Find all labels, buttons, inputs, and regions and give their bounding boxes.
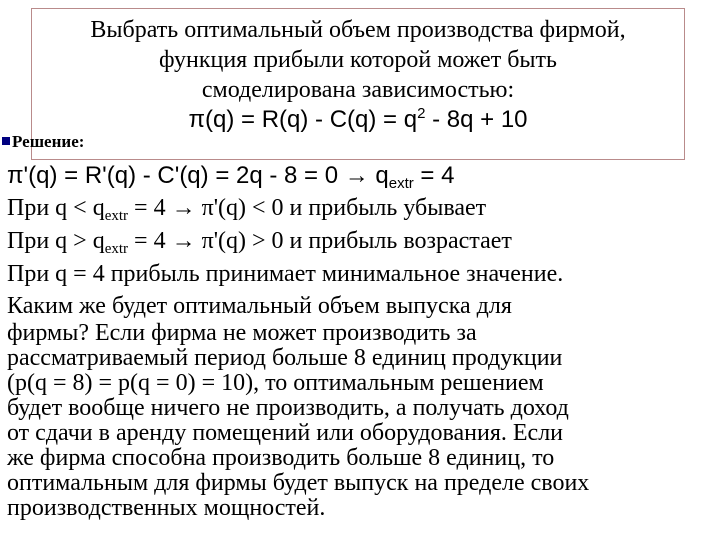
solution-label: Решение: [12, 132, 85, 151]
extr-subscript: extr [104, 241, 129, 257]
conclusion-paragraph [7, 291, 713, 521]
task-statement-box [31, 8, 685, 160]
task-line-3: смоделирована зависимостью: [201, 77, 515, 103]
extr-subscript: extr [104, 208, 129, 224]
profit-function-formula [32, 105, 684, 135]
case-greater-pre: При q > q [7, 228, 105, 254]
extr-subscript: extr [388, 175, 414, 192]
formula-exponent: 2 [417, 105, 426, 122]
square-bullet-icon [2, 137, 10, 145]
formula-part-1: π(q) = R(q) - C(q) = q [188, 106, 418, 133]
case-equal: При q = 4 прибыль принимает минимальное значение. [7, 261, 564, 287]
derivative-equation [7, 159, 713, 192]
case-less-post: = 4 → π'(q) < 0 и прибыль убывает [128, 195, 487, 221]
case-greater-than [7, 225, 713, 258]
paragraph-line: оптимальным для фирмы будет выпуск на пределе своих [7, 470, 590, 496]
derivative-text: π'(q) = R'(q) - C'(q) = 2q - 8 = 0 → q [7, 162, 389, 189]
task-line-2: функция прибыли которой может быть [159, 47, 557, 73]
solution-body [7, 159, 713, 521]
formula-part-2: - 8q + 10 [425, 106, 528, 133]
derivative-result: = 4 [413, 162, 455, 189]
case-less-than [7, 192, 713, 225]
case-greater-post: = 4 → π'(q) > 0 и прибыль возрастает [128, 228, 512, 254]
paragraph-line: производственных мощностей. [7, 495, 326, 521]
task-line-1: Выбрать оптимальный объем производства фирмой, [90, 17, 626, 43]
paragraph-line: от сдачи в аренду помещений или оборудования. Если [7, 420, 564, 446]
paragraph-line: фирмы? Если фирма не может производить за [7, 320, 477, 346]
paragraph-line: рассматриваемый период больше 8 единиц продукции [7, 345, 563, 371]
paragraph-line: будет вообще ничего не производить, а получать доход [7, 395, 569, 421]
paragraph-line: (р(q = 8) = р(q = 0) = 10), то оптимальным решением [7, 370, 544, 396]
solution-heading [2, 132, 84, 152]
paragraph-line: же фирма способна производить больше 8 единиц, то [7, 445, 555, 471]
paragraph-line: Каким же будет оптимальный объем выпуска для [7, 293, 512, 319]
case-less-pre: При q < q [7, 195, 105, 221]
